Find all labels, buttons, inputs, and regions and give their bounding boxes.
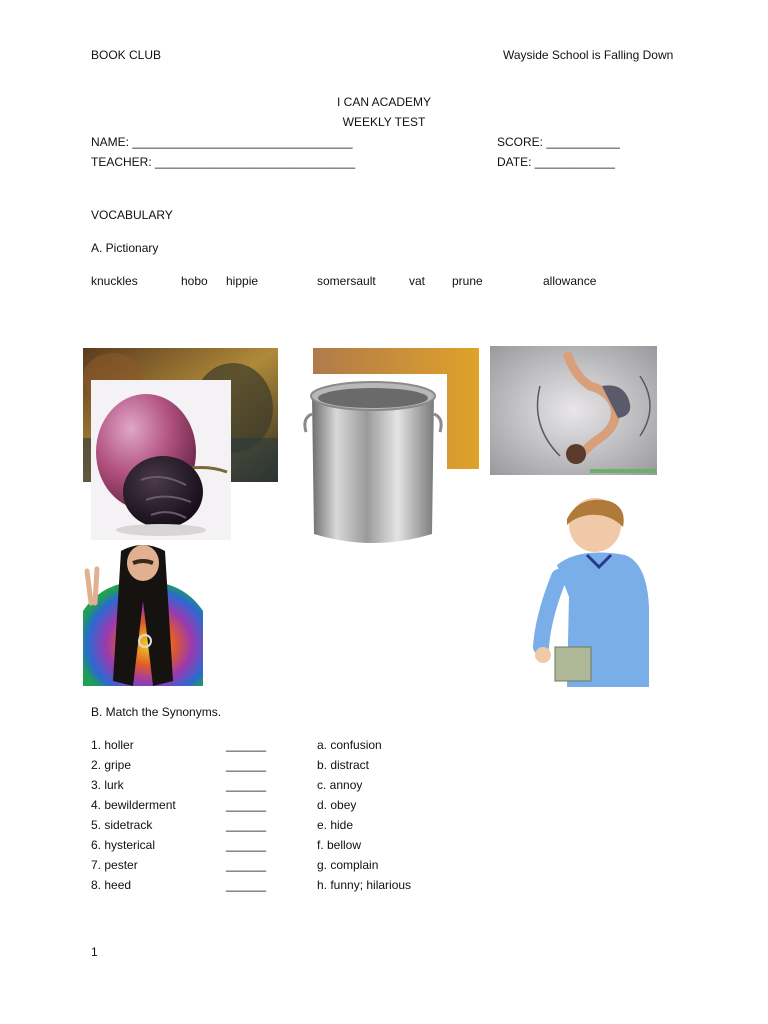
answer-blank[interactable]: ______ xyxy=(226,798,267,812)
vocabulary-heading: VOCABULARY xyxy=(91,208,173,222)
answer-blank[interactable]: ______ xyxy=(226,778,267,792)
pictionary-heading: A. Pictionary xyxy=(91,241,159,255)
teacher-field: TEACHER: ______________________________ xyxy=(91,155,356,169)
answer-blank[interactable]: ______ xyxy=(226,818,267,832)
synonym-item: 7. pester xyxy=(91,858,138,872)
page-number: 1 xyxy=(91,945,98,959)
word-somersault: somersault xyxy=(317,274,376,288)
school-title: I CAN ACADEMY xyxy=(336,95,432,109)
word-allowance: allowance xyxy=(543,274,597,288)
name-field: NAME: _________________________________ xyxy=(91,135,353,149)
synonym-item: 5. sidetrack xyxy=(91,818,153,832)
synonym-item: 3. lurk xyxy=(91,778,124,792)
synonym-item: 1. holler xyxy=(91,738,134,752)
prune-photo xyxy=(91,380,231,540)
synonym-choice: e. hide xyxy=(317,818,354,832)
word-vat: vat xyxy=(409,274,426,288)
vat-photo xyxy=(300,374,447,550)
answer-blank[interactable]: ______ xyxy=(226,858,267,872)
score-field: SCORE: ___________ xyxy=(497,135,620,149)
somersault-illustration xyxy=(490,346,657,475)
synonym-item: 6. hysterical xyxy=(91,838,156,852)
synonym-item: 2. gripe xyxy=(91,758,132,772)
test-title: WEEKLY TEST xyxy=(342,115,426,129)
synonym-choice: d. obey xyxy=(317,798,357,812)
answer-blank[interactable]: ______ xyxy=(226,738,267,752)
synonyms-heading: B. Match the Synonyms. xyxy=(91,705,222,719)
word-hobo: hobo xyxy=(181,274,208,288)
header-right: Wayside School is Falling Down xyxy=(503,48,674,62)
word-knuckles: knuckles xyxy=(91,274,138,288)
answer-blank[interactable]: ______ xyxy=(226,758,267,772)
word-hippie: hippie xyxy=(226,274,259,288)
hippie-photo xyxy=(83,541,203,686)
synonym-choice: f. bellow xyxy=(317,838,362,852)
synonym-choice: g. complain xyxy=(317,858,379,872)
answer-blank[interactable]: ______ xyxy=(226,878,267,892)
synonym-choice: c. annoy xyxy=(317,778,363,792)
date-field: DATE: ____________ xyxy=(497,155,615,169)
synonym-choice: a. confusion xyxy=(317,738,382,752)
synonym-item: 8. heed xyxy=(91,878,132,892)
answer-blank[interactable]: ______ xyxy=(226,838,267,852)
header-left: BOOK CLUB xyxy=(91,48,162,62)
synonym-choice: b. distract xyxy=(317,758,370,772)
synonym-choice: h. funny; hilarious xyxy=(317,878,412,892)
allowance-photo xyxy=(529,497,649,687)
word-prune: prune xyxy=(452,274,483,288)
synonym-item: 4. bewilderment xyxy=(91,798,176,812)
